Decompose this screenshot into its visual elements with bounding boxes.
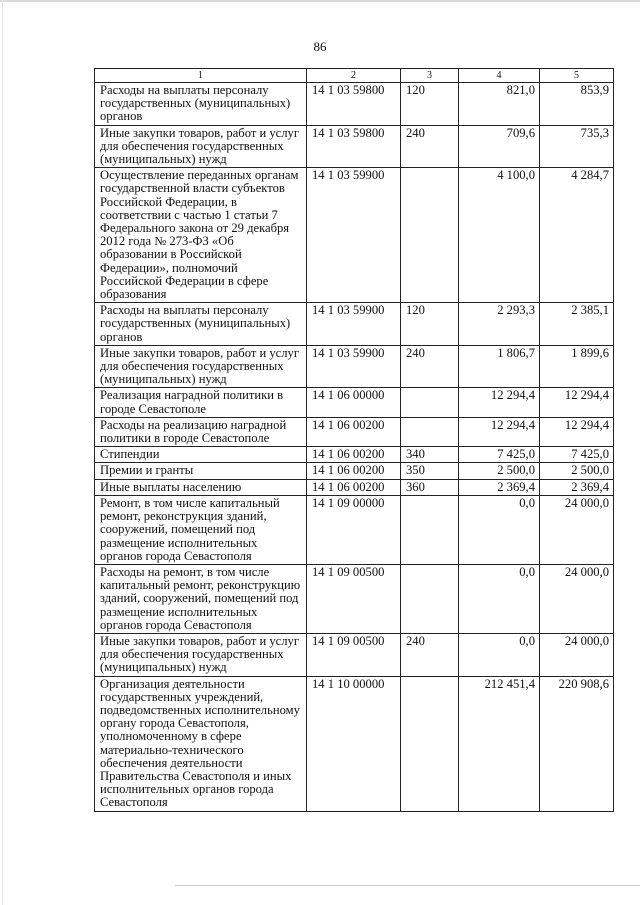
budget-code-cell: 14 1 06 00200: [307, 417, 401, 446]
amount-year2-cell: 24 000,0: [540, 495, 614, 564]
budget-code-cell: 14 1 10 00000: [307, 676, 401, 811]
column-header-3: 3: [401, 69, 459, 83]
table-row: [95, 479, 614, 495]
amount-year2-cell: 220 908,6: [540, 676, 614, 811]
table-row: [95, 495, 614, 564]
column-header-4: 4: [459, 69, 540, 83]
amount-year1-cell: 821,0: [459, 83, 540, 126]
column-header-1: 1: [95, 69, 307, 83]
expense-name-cell: Иные закупки товаров, работ и услуг для обеспечения государственных (муниципальных) нужд: [95, 345, 307, 388]
table-row: [95, 417, 614, 446]
table-row: [95, 345, 614, 388]
expense-name-cell: Иные закупки товаров, работ и услуг для обеспечения государственных (муниципальных) нужд: [95, 125, 307, 168]
amount-year2-cell: 12 294,4: [540, 417, 614, 446]
table-row: [95, 564, 614, 633]
amount-year1-cell: 1 806,7: [459, 345, 540, 388]
table-row: [95, 168, 614, 303]
expense-name-cell: Иные закупки товаров, работ и услуг для обеспечения государственных (муниципальных) нужд: [95, 633, 307, 676]
expense-type-cell: [401, 168, 459, 303]
expense-name-cell: Стипендии: [95, 447, 307, 463]
table-row: [95, 125, 614, 168]
expense-type-cell: 350: [401, 463, 459, 479]
amount-year1-cell: 0,0: [459, 564, 540, 633]
amount-year1-cell: 212 451,4: [459, 676, 540, 811]
table-row: [95, 447, 614, 463]
column-header-5: 5: [540, 69, 614, 83]
amount-year1-cell: 2 293,3: [459, 303, 540, 346]
expense-name-cell: Расходы на реализацию наградной политики в городе Севастополе: [95, 417, 307, 446]
expense-type-cell: [401, 564, 459, 633]
expense-name-cell: Осуществление переданных органам государственной власти субъектов Российской Федерации, в соответствии с частью 1 статьи 7 Федерального закона от 29 декабря 2012 года № 273-ФЗ «Об образовании в Российской Федерации», полномочий Российской Федерации в сфере образования: [95, 168, 307, 303]
table-row: [95, 633, 614, 676]
budget-code-cell: 14 1 06 00200: [307, 447, 401, 463]
table-row: [95, 83, 614, 126]
budget-code-cell: 14 1 03 59900: [307, 345, 401, 388]
amount-year2-cell: 853,9: [540, 83, 614, 126]
amount-year2-cell: 2 369,4: [540, 479, 614, 495]
budget-code-cell: 14 1 06 00200: [307, 463, 401, 479]
expense-type-cell: 120: [401, 303, 459, 346]
amount-year1-cell: 12 294,4: [459, 417, 540, 446]
expense-name-cell: Расходы на выплаты персоналу государственных (муниципальных) органов: [95, 83, 307, 126]
expense-name-cell: Ремонт, в том числе капитальный ремонт, реконструкция зданий, сооружений, помещений под размещение исполнительных органов города Севастополя: [95, 495, 307, 564]
scan-edge-bottom: [175, 885, 640, 886]
scan-edge-top: [0, 0, 640, 2]
amount-year2-cell: 24 000,0: [540, 564, 614, 633]
expense-type-cell: 120: [401, 83, 459, 126]
budget-code-cell: 14 1 09 00500: [307, 633, 401, 676]
expense-type-cell: [401, 388, 459, 417]
amount-year1-cell: 7 425,0: [459, 447, 540, 463]
table-row: [95, 388, 614, 417]
budget-code-cell: 14 1 03 59800: [307, 125, 401, 168]
amount-year1-cell: 12 294,4: [459, 388, 540, 417]
column-header-2: 2: [307, 69, 401, 83]
amount-year1-cell: 2 369,4: [459, 479, 540, 495]
amount-year1-cell: 0,0: [459, 633, 540, 676]
budget-code-cell: 14 1 03 59900: [307, 303, 401, 346]
expense-name-cell: Организация деятельности государственных учреждений, подведомственных исполнительному органу города Севастополя, уполномоченному в сфере материально-технического обеспечения деятельности Правительства Севастополя и иных исполнительных органов города Севастополя: [95, 676, 307, 811]
budget-code-cell: 14 1 03 59900: [307, 168, 401, 303]
amount-year2-cell: 7 425,0: [540, 447, 614, 463]
expense-type-cell: 240: [401, 345, 459, 388]
budget-table: [94, 68, 614, 812]
budget-code-cell: 14 1 06 00200: [307, 479, 401, 495]
expense-type-cell: [401, 417, 459, 446]
table-row: [95, 463, 614, 479]
expense-type-cell: [401, 495, 459, 564]
amount-year2-cell: 4 284,7: [540, 168, 614, 303]
expense-name-cell: Иные выплаты населению: [95, 479, 307, 495]
expense-name-cell: Премии и гранты: [95, 463, 307, 479]
table-header-row: [95, 69, 614, 83]
expense-type-cell: [401, 676, 459, 811]
budget-code-cell: 14 1 09 00000: [307, 495, 401, 564]
amount-year2-cell: 735,3: [540, 125, 614, 168]
expense-type-cell: 240: [401, 633, 459, 676]
amount-year2-cell: 2 385,1: [540, 303, 614, 346]
amount-year1-cell: 4 100,0: [459, 168, 540, 303]
budget-code-cell: 14 1 09 00500: [307, 564, 401, 633]
expense-name-cell: Расходы на выплаты персоналу государственных (муниципальных) органов: [95, 303, 307, 346]
expense-type-cell: 240: [401, 125, 459, 168]
expense-name-cell: Расходы на ремонт, в том числе капитальный ремонт, реконструкцию зданий, сооружений, помещений под размещение исполнительных органов города Севастополя: [95, 564, 307, 633]
page-number: 86: [313, 39, 327, 54]
amount-year2-cell: 2 500,0: [540, 463, 614, 479]
amount-year2-cell: 24 000,0: [540, 633, 614, 676]
expense-type-cell: 360: [401, 479, 459, 495]
amount-year1-cell: 2 500,0: [459, 463, 540, 479]
amount-year1-cell: 0,0: [459, 495, 540, 564]
amount-year2-cell: 12 294,4: [540, 388, 614, 417]
amount-year1-cell: 709,6: [459, 125, 540, 168]
table-row: [95, 676, 614, 811]
scan-edge-left: [2, 0, 3, 905]
expense-type-cell: 340: [401, 447, 459, 463]
table-row: [95, 303, 614, 346]
expense-name-cell: Реализация наградной политики в городе Севастополе: [95, 388, 307, 417]
budget-code-cell: 14 1 03 59800: [307, 83, 401, 126]
budget-code-cell: 14 1 06 00000: [307, 388, 401, 417]
amount-year2-cell: 1 899,6: [540, 345, 614, 388]
